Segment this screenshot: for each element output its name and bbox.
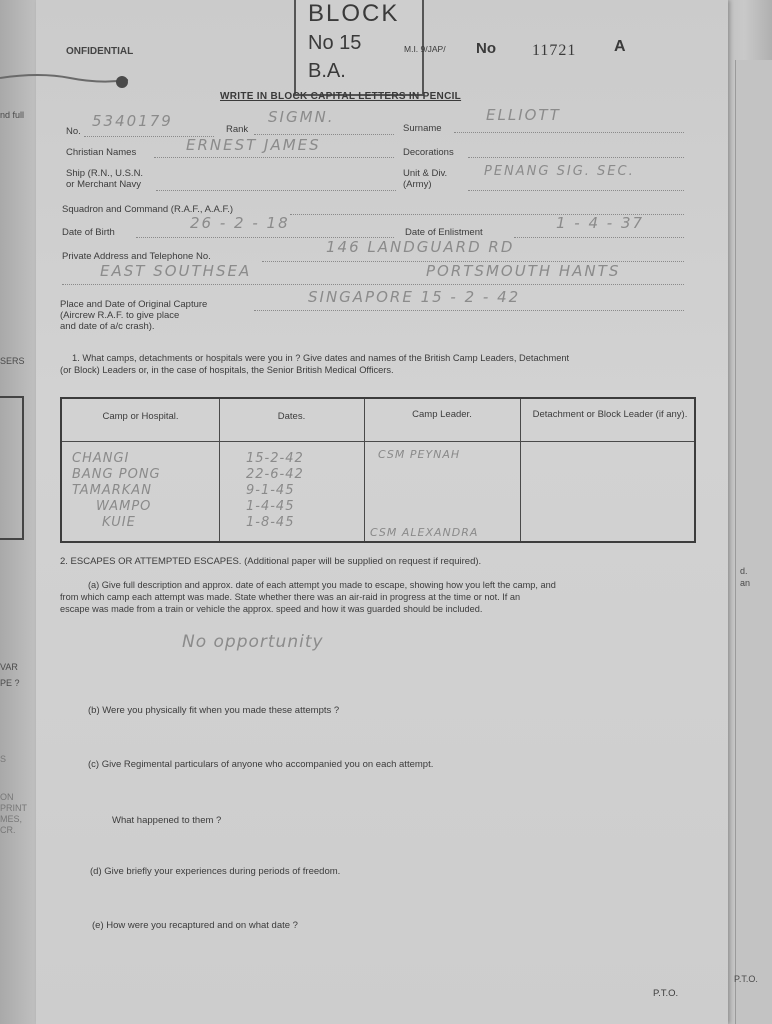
edge-text: an: [740, 578, 751, 588]
table-col-divider: [520, 399, 521, 541]
rank-label: Rank: [226, 124, 249, 135]
rank-value: SIGMN.: [268, 108, 335, 126]
table-cell-camps: [72, 451, 161, 531]
form-suffix: A: [614, 38, 626, 55]
question-2a-line-3: escape was made from a train or vehicle the approx. speed and how it was guarded should be included.: [60, 604, 483, 614]
squadron-label: Squadron and Command (R.A.F., A.A.F.): [62, 204, 234, 215]
question-2e: (e) How were you recaptured and on what date ?: [92, 920, 298, 931]
decorations-line: [468, 157, 684, 158]
instruction-heading: WRITE IN BLOCK CAPITAL LETTERS IN PENCIL: [220, 91, 462, 102]
ship-label-1: Ship (R.N., U.S.N.: [66, 168, 144, 179]
edge-text: nd full: [0, 110, 25, 120]
unit-value: PENANG SIG. SEC.: [484, 164, 635, 179]
camp-entry: WAMPO: [96, 499, 152, 514]
capture-label-1: Place and Date of Original Capture: [60, 299, 208, 310]
enlistment-line: [514, 237, 684, 238]
unit-label-2: (Army): [403, 179, 432, 190]
stamp-line-3: B.A.: [308, 60, 346, 82]
camp-leader-bottom: CSM ALEXANDRA: [370, 526, 479, 539]
camp-entry: KUIE: [102, 515, 136, 530]
pto-label: P.T.O.: [653, 988, 679, 999]
no-label: No.: [66, 126, 81, 137]
question-2d: (d) Give briefly your experiences during periods of freedom.: [90, 866, 341, 877]
dob-label: Date of Birth: [62, 227, 115, 238]
camp-entry: TAMARKAN: [72, 483, 152, 498]
no-value: 5340179: [92, 112, 173, 130]
edge-table-fragment: [0, 396, 24, 540]
camp-entry: BANG PONG: [72, 467, 161, 482]
edge-text: S: [0, 754, 7, 764]
edge-text: P.T.O.: [734, 974, 758, 984]
camps-table: [60, 397, 696, 543]
decorations-label: Decorations: [403, 147, 454, 158]
date-entry: 15-2-42: [246, 451, 304, 466]
date-entry: 22-6-42: [246, 467, 304, 482]
surname-line: [454, 132, 684, 133]
address-value-1: 146 LANDGUARD RD: [326, 238, 515, 256]
date-entry: 1-4-45: [246, 499, 295, 514]
surname-value: ELLIOTT: [486, 106, 561, 124]
table-header-camp: Camp or Hospital.: [102, 411, 179, 422]
surname-label: Surname: [403, 123, 442, 134]
question-2b: (b) Were you physically fit when you made these attempts ?: [88, 705, 340, 716]
address-line-2: [62, 284, 684, 285]
camp-leader-top: CSM PEYNAH: [378, 448, 461, 461]
form-no-value: 11721: [532, 42, 577, 59]
background-paper-right-inner: [735, 60, 772, 1024]
enlistment-value: 1 - 4 - 37: [556, 214, 645, 232]
edge-text: d.: [740, 566, 748, 576]
camp-entry: CHANGI: [72, 451, 130, 466]
tie-string: [0, 70, 130, 90]
question-2-title: 2. ESCAPES OR ATTEMPTED ESCAPES. (Additional paper will be supplied on request if required).: [60, 556, 482, 567]
question-2a-line-2: from which camp each attempt was made. State whether there was an air-raid in progress at the time or not. If an: [60, 592, 521, 602]
table-col-divider: [364, 399, 365, 541]
edge-text: PE ?: [0, 678, 20, 688]
enlistment-label: Date of Enlistment: [405, 227, 483, 238]
ship-line: [156, 190, 396, 191]
form-no-label: No: [476, 40, 496, 57]
christian-names-label: Christian Names: [66, 147, 137, 158]
edge-text: SERS: [0, 356, 25, 366]
address-value-2: EAST SOUTHSEA: [100, 262, 252, 280]
table-header-detachment-leader: Detachment or Block Leader (if any).: [532, 409, 688, 420]
question-2a-line-1: (a) Give full description and approx. date of each attempt you made to escape, showing how you left the camp, and: [88, 580, 556, 590]
capture-label-2: (Aircrew R.A.F. to give place: [60, 310, 180, 321]
table-header-divider: [62, 441, 694, 442]
capture-value: SINGAPORE 15 - 2 - 42: [308, 288, 521, 306]
address-label: Private Address and Telephone No.: [62, 251, 211, 262]
unit-line: [468, 190, 684, 191]
confidential-label: ONFIDENTIAL: [66, 46, 134, 57]
christian-names-value: ERNEST JAMES: [186, 136, 321, 154]
date-entry: 1-8-45: [246, 515, 295, 530]
table-header-dates: Dates.: [277, 411, 306, 422]
unit-label-1: Unit & Div.: [403, 168, 448, 179]
table-header-camp-leader: Camp Leader.: [412, 409, 472, 420]
question-2a-answer: No opportunity: [182, 632, 324, 652]
dob-value: 26 - 2 - 18: [190, 214, 290, 232]
stamp-line-2: No 15: [308, 32, 362, 54]
edge-text: VAR: [0, 662, 18, 672]
edge-text: MES,: [0, 814, 23, 824]
address-value-3: PORTSMOUTH HANTS: [426, 262, 621, 280]
table-cell-dates: [246, 451, 304, 531]
form-ref: M.I. 9/JAP/: [404, 44, 446, 54]
edge-text: ON: [0, 792, 14, 802]
edge-text: CR.: [0, 825, 16, 835]
question-1-line-1: 1. What camps, detachments or hospitals were you in ? Give dates and names of the British Camp Leaders, Detachment: [72, 353, 570, 363]
capture-line: [254, 310, 684, 311]
date-entry: 9-1-45: [246, 483, 295, 498]
edge-text: PRINT: [0, 803, 27, 813]
stamp-line-1: BLOCK: [308, 0, 400, 27]
rank-line: [254, 134, 394, 135]
question-2c-followup: What happened to them ?: [112, 815, 222, 826]
ship-label-2: or Merchant Navy: [66, 179, 141, 190]
question-2c: (c) Give Regimental particulars of anyone who accompanied you on each attempt.: [88, 759, 434, 770]
christian-names-line: [154, 157, 394, 158]
capture-label-3: and date of a/c crash).: [60, 321, 155, 332]
question-1-line-2: (or Block) Leaders or, in the case of hospitals, the Senior British Medical Officers.: [60, 365, 394, 375]
